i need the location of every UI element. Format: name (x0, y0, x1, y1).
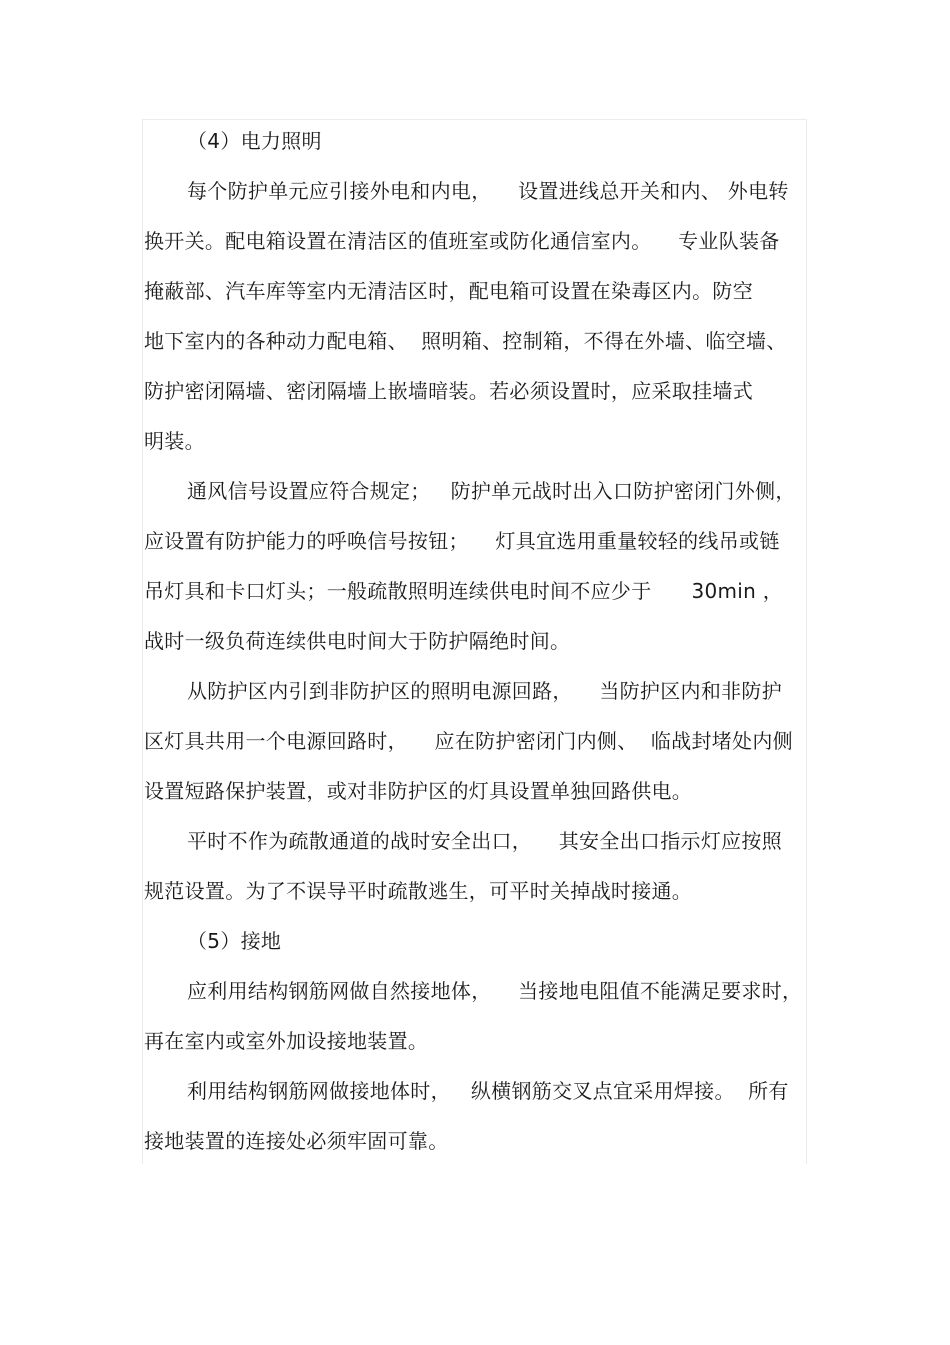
section-heading-grounding: （5）接地 (187, 929, 282, 953)
paragraph-line: 掩蔽部、汽车库等室内无清洁区时，配电箱可设置在染毒区内。防空 (144, 279, 753, 303)
paragraph-line: 区灯具共用一个电源回路时， 应在防护密闭门内侧、 临战封堵处内侧 (144, 729, 793, 753)
paragraph-line: 平时不作为疏散通道的战时安全出口， 其安全出口指示灯应按照 (187, 829, 783, 853)
paragraph-line: 明装。 (144, 429, 205, 453)
paragraph-line: 吊灯具和卡口灯头；一般疏散照明连续供电时间不应少于 30min ， (144, 579, 784, 603)
paragraph-line: 战时一级负荷连续供电时间大于防护隔绝时间。 (144, 629, 571, 653)
paragraph-line: 应设置有防护能力的呼唤信号按钮； 灯具宜选用重量较轻的线吊或链 (144, 529, 780, 553)
paragraph-line: 再在室内或室外加设接地装置。 (144, 1029, 429, 1053)
paragraph-line: 规范设置。为了不误导平时疏散逃生，可平时关掉战时接通。 (144, 879, 693, 903)
paragraph-line: 从防护区内引到非防护区的照明电源回路， 当防护区内和非防护 (187, 679, 783, 703)
paragraph-line: 利用结构钢筋网做接地体时， 纵横钢筋交叉点宜采用焊接。 所有 (187, 1079, 789, 1103)
section-heading-power-lighting: （4）电力照明 (187, 129, 322, 153)
paragraph-line: 设置短路保护装置，或对非防护区的灯具设置单独回路供电。 (144, 779, 693, 803)
paragraph-line: 防护密闭隔墙、密闭隔墙上嵌墙暗装。若必须设置时，应采取挂墙式 (144, 379, 753, 403)
paragraph-line: 每个防护单元应引接外电和内电， 设置进线总开关和内、 外电转 (187, 179, 789, 203)
paragraph-line: 换开关。配电箱设置在清洁区的值班室或防化通信室内。 专业队装备 (144, 229, 780, 253)
paragraph-line: 通风信号设置应符合规定； 防护单元战时出入口防护密闭门外侧， (187, 479, 796, 503)
paragraph-line: 应利用结构钢筋网做自然接地体， 当接地电阻值不能满足要求时， (187, 979, 803, 1003)
paragraph-line: 地下室内的各种动力配电箱、 照明箱、控制箱，不得在外墙、临空墙、 (144, 329, 787, 353)
paragraph-line: 接地装置的连接处必须牢固可靠。 (144, 1129, 449, 1153)
